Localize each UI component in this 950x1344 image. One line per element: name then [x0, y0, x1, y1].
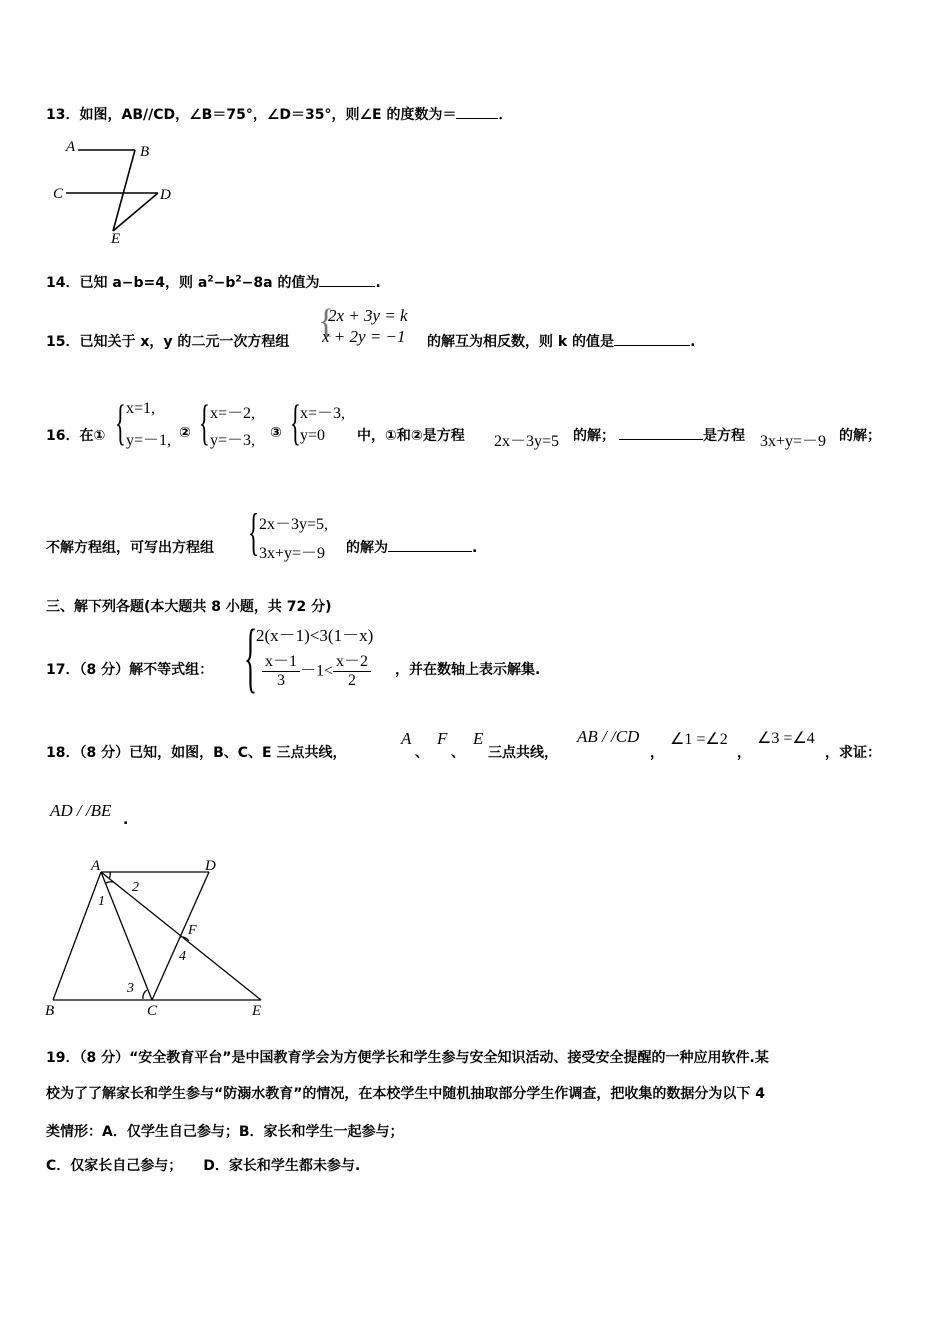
q16-line2-end: . — [472, 540, 478, 556]
q19-line4: C．仅家长自己参与； D．家长和学生都未参与. — [46, 1158, 361, 1174]
q18-label-b: B — [45, 1003, 55, 1019]
q17-frac2 — [333, 648, 371, 690]
q13-stem: 13．如图，AB//CD，∠B＝75°，∠D＝35°，则∠E 的度数为＝ — [46, 107, 457, 123]
q17-ineq1: 2(x－1)<3(1－x) — [256, 626, 374, 645]
q16-s1a: x=1, — [126, 400, 156, 417]
q13-label-c: C — [53, 186, 64, 202]
q16-pre: 16．在① — [46, 428, 106, 444]
q18-angle-2: 2 — [132, 880, 139, 895]
q14-sup2: 2 — [235, 274, 242, 285]
q16-answer-blank-2 — [388, 539, 472, 552]
q14-mid: −b — [213, 275, 236, 291]
q19-line2: 校为了了解家长和学生参与“防溺水教育”的情况，在本校学生中随机抽取部分学生作调查，把收集的数据分为以下 4 — [46, 1086, 766, 1102]
q16-shi-text: 是方程 — [703, 428, 745, 444]
q15-stem — [46, 331, 289, 351]
q16-eqA: 2x－3y=5 — [494, 433, 560, 450]
q16-circle3: ③ — [270, 425, 282, 441]
q18-dun1: 、 — [415, 745, 429, 761]
q18-goal-end: . — [123, 812, 129, 828]
q17-num1: x－1 — [262, 648, 300, 672]
q16-line2-tail — [346, 537, 477, 557]
q16-mid: 中，①和②是方程 — [357, 428, 465, 444]
q17-post: ，并在数轴上表示解集. — [395, 662, 541, 678]
q18-ang12: ∠1 =∠2 — [670, 731, 728, 748]
q16-sys-a: 2x－3y=5, — [259, 516, 329, 533]
q16-brace3: { — [290, 394, 301, 450]
q16-s3a: x=－3, — [300, 405, 346, 422]
q16-jie — [573, 425, 745, 445]
q15-eq1: 2x + 3y = k — [328, 306, 408, 325]
q14-pre: 14．已知 a−b=4，则 a — [46, 275, 208, 291]
q14-post: −8a 的值为 — [241, 275, 320, 291]
section3-heading: 三、解下列各题(本大题共 8 小题，共 72 分) — [46, 599, 332, 615]
q14-end: . — [375, 275, 381, 291]
q18-label-d: D — [205, 858, 216, 874]
q17-num2: x－2 — [333, 648, 371, 672]
q19-line3: 类情形：A．仅学生自己参与；B．家长和学生一起参与； — [46, 1124, 404, 1140]
q16-sys-brace: { — [248, 504, 260, 561]
q18-f: F — [437, 729, 448, 748]
q18-dun2: 、 — [451, 745, 465, 761]
q14-answer-blank — [319, 274, 375, 287]
q15-brace: { — [318, 303, 335, 340]
q17-den2: 2 — [348, 672, 357, 689]
q18-ang34: ∠3 =∠4 — [757, 730, 815, 747]
q17-mid: －1< — [300, 662, 334, 680]
q18-a: A — [401, 729, 412, 748]
q16-line2-post: 的解为 — [346, 540, 388, 556]
q16-s1b: y=－1, — [126, 432, 172, 449]
q16-answer-blank-1 — [619, 427, 703, 440]
q13-label-b: B — [140, 144, 150, 160]
q16-line2-pre: 不解方程组，可写出方程组 — [46, 540, 214, 556]
q18-pre: 18．（8 分）已知，如图，B、C、E 三点共线， — [46, 745, 347, 761]
q18-label-a: A — [91, 858, 101, 874]
q18-angle-1: 1 — [98, 894, 105, 909]
q15-tail — [427, 331, 695, 351]
q13-text — [46, 104, 512, 124]
q18-comma2: ， — [737, 745, 751, 761]
q17-frac1 — [262, 648, 300, 690]
q13-label-a: A — [66, 139, 76, 155]
q16-sys-b: 3x+y=－9 — [259, 545, 326, 562]
q17-ineq2 — [262, 648, 371, 690]
q14-sup1: 2 — [207, 274, 214, 285]
q14-text — [46, 272, 381, 292]
q15-end: . — [690, 334, 696, 350]
q15-answer-blank — [614, 333, 690, 346]
q13-answer-blank — [456, 106, 498, 119]
q16-brace2: { — [199, 394, 210, 450]
q18-post: ，求证： — [825, 745, 881, 761]
q18-label-f: F — [188, 923, 197, 938]
q16-s2b: y=－3, — [210, 432, 256, 449]
q15-eq2: x + 2y = −1 — [322, 327, 406, 346]
q13-label-e: E — [111, 231, 121, 247]
q18-goal: AD / /BE — [50, 801, 112, 820]
q18-ab-cd: AB / /CD — [577, 727, 640, 746]
q18-e: E — [473, 729, 484, 748]
q17-brace: { — [244, 613, 258, 700]
q16-jie-text: 的解； — [573, 428, 615, 444]
q16-jie2: 的解； — [839, 428, 881, 444]
q13-label-d: D — [160, 187, 171, 203]
q18-figure — [40, 852, 280, 1022]
q16-brace1: { — [115, 394, 126, 450]
q15-pre: 15．已知关于 x，y 的二元一次方程组 — [46, 334, 290, 350]
q18-label-c: C — [147, 1003, 158, 1019]
q18-comma1: ， — [650, 745, 664, 761]
q16-circle2: ② — [179, 425, 191, 441]
q17-pre: 17．（8 分）解不等式组： — [46, 662, 214, 678]
q16-s3b: y=0 — [300, 427, 326, 444]
q15-post: 的解互为相反数，则 k 的值是 — [427, 334, 615, 350]
q17-den1: 3 — [277, 672, 285, 689]
q18-label-e: E — [252, 1003, 262, 1019]
q18-angle-3: 3 — [127, 981, 134, 996]
q18-mid: 三点共线， — [488, 745, 558, 761]
q18-angle-4: 4 — [179, 949, 186, 964]
q16-s2a: x=－2, — [210, 405, 256, 422]
q19-line1: 19．（8 分）“安全教育平台”是中国教育学会为方便学长和学生参与安全知识活动、接受安全提醒的一种应用软件.某 — [46, 1050, 769, 1066]
q13-end: ． — [498, 107, 513, 123]
q16-eqB: 3x+y=－9 — [760, 433, 827, 450]
q13-figure — [50, 138, 180, 248]
